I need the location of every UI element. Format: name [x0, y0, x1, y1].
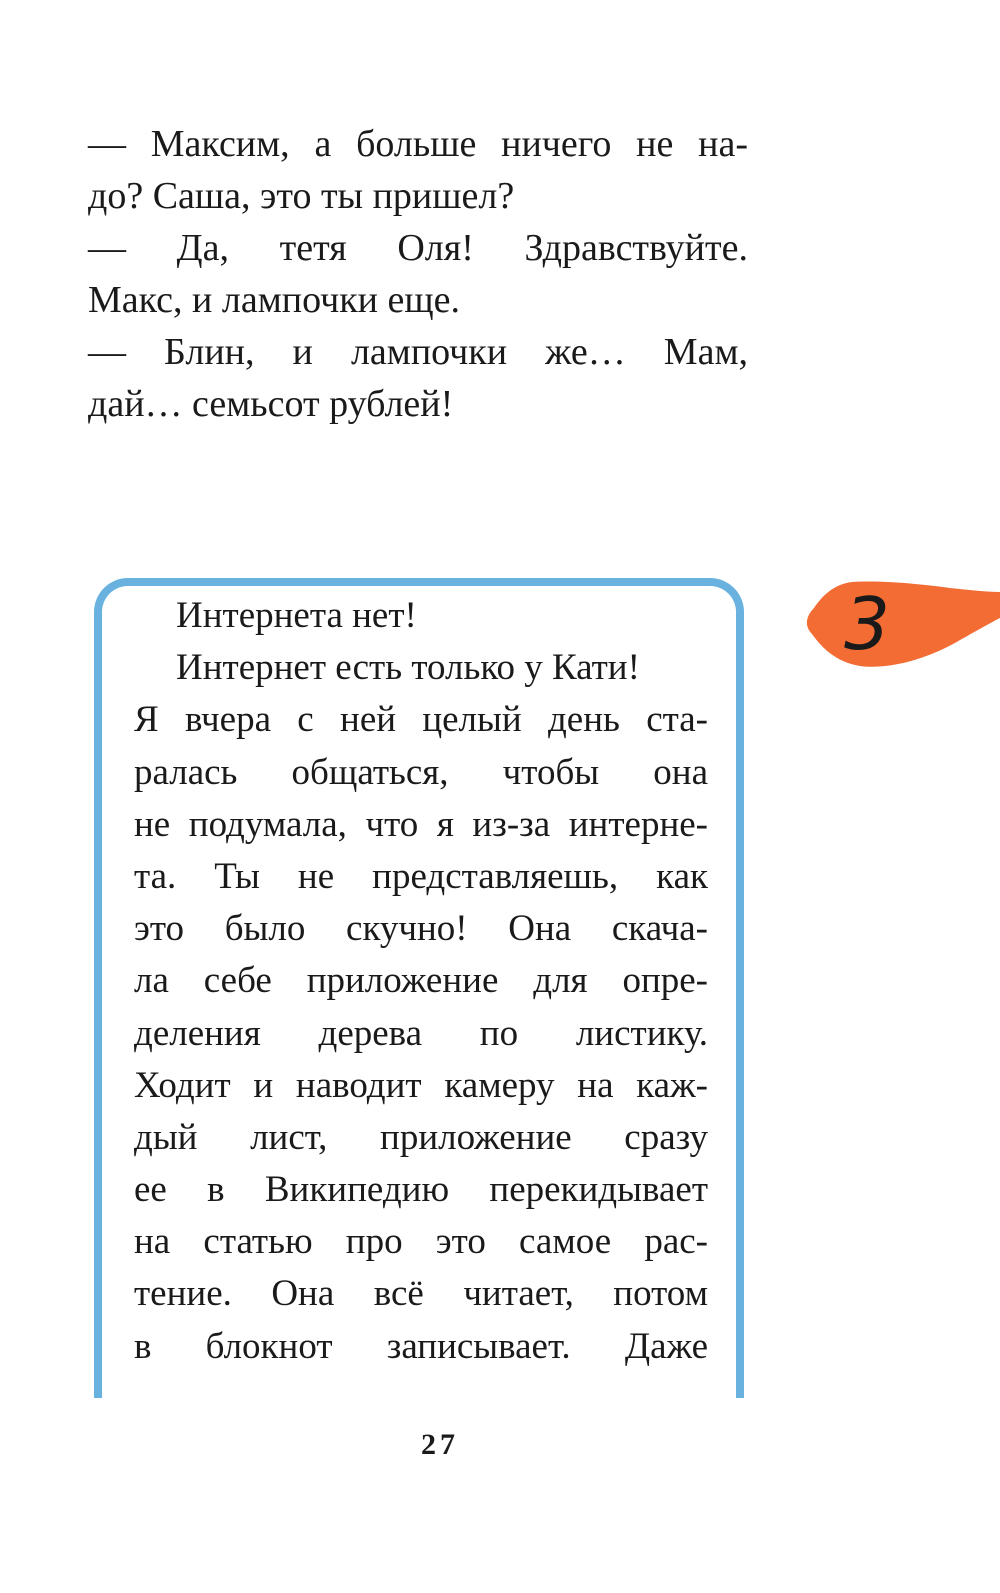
letter-line: та. Ты не представляешь, как [134, 855, 708, 897]
dialogue-line: — Максим, а больше ничего не на- [88, 123, 748, 165]
letter-line: Я вчера с ней целый день ста- [134, 699, 708, 741]
page-number: 27 [421, 1428, 459, 1461]
letter-line: на статью про это самое рас- [134, 1221, 708, 1263]
letter-line: в блокнот записывает. Даже [134, 1325, 708, 1367]
letter-line: это было скучно! Она скача- [134, 908, 708, 950]
letter-line: Интернета нет! [176, 595, 417, 636]
letter-line: Ходит и наводит камеру на каж- [134, 1064, 708, 1106]
letter-line: дый лист, приложение сразу [134, 1116, 708, 1158]
dialogue-line: — Блин, и лампочки же… Мам, [88, 331, 748, 373]
dialogue-line: до? Саша, это ты пришел? [88, 175, 515, 217]
letter-line: ее в Википедию перекидывает [134, 1169, 708, 1211]
letter-line: не подумала, что я из-за интерне- [134, 803, 708, 845]
letter-line: ралась общаться, чтобы она [134, 751, 708, 793]
dialogue-line: — Да, тетя Оля! Здравствуйте. [88, 227, 748, 269]
letter-line: тение. Она всё читает, потом [134, 1273, 708, 1315]
letter-line: ла себе приложение для опре- [134, 960, 708, 1002]
letter-line: деления дерева по листику. [134, 1012, 708, 1054]
chapter-number: 3 [844, 582, 890, 666]
dialogue-line: дай… семьсот рублей! [88, 383, 454, 425]
dialogue-text [88, 118, 748, 430]
letter-text [134, 590, 708, 1373]
dialogue-line: Макс, и лампочки еще. [88, 279, 461, 321]
letter-line: Интернет есть только у Кати! [176, 647, 640, 689]
